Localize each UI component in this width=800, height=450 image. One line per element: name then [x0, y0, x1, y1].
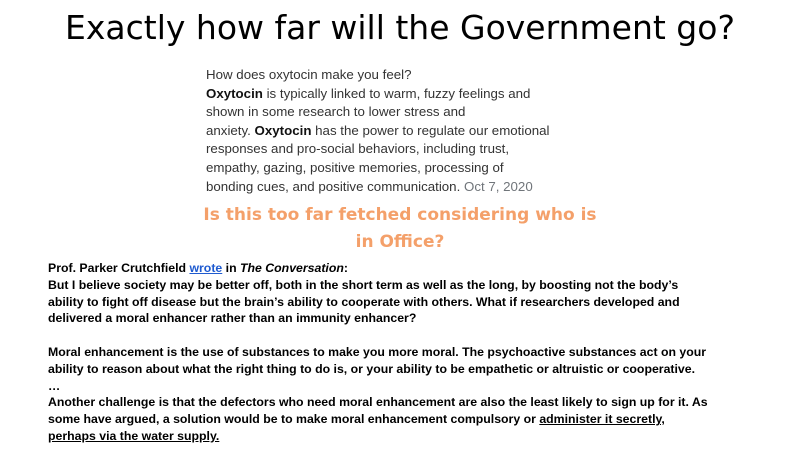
quote-text: anxiety.	[206, 122, 255, 138]
quote-date: Oct 7, 2020	[460, 178, 533, 194]
quote-line: responses and pro-social behaviors, including trust,	[206, 141, 510, 157]
paragraph-text: some have argued, a solution would be to make moral enhancement compulsory or	[48, 412, 540, 427]
quote-text: has the power to regulate our emotional	[311, 122, 550, 138]
paragraph-line: delivered a moral enhancer rather than an immunity enhancer?	[48, 311, 417, 326]
attribution	[48, 260, 778, 277]
quote-text: is typically linked to warm, fuzzy feelings and	[262, 85, 531, 101]
quote-line: How does oxytocin make you feel?	[206, 67, 412, 82]
question-line: Is this too far fetched considering who is	[203, 205, 597, 225]
question-line: in Office?	[355, 232, 445, 252]
attribution-text: :	[343, 261, 348, 275]
quote-text: bonding cues, and positive communication.	[206, 178, 461, 194]
ellipsis: …	[48, 378, 61, 393]
slide-title: Exactly how far will the Government go?	[65, 8, 735, 47]
quote-line: empathy, gazing, positive memories, processing of	[206, 159, 504, 175]
paragraph-gap	[48, 327, 778, 344]
paragraph-line: ability to reason about what the right thing to do is, or your ability to be empathetic or altruistic or cooperative.	[48, 361, 696, 376]
paragraph-line: ability to fight off disease but the brain’s ability to cooperate with others. What if researchers developed and	[48, 294, 680, 309]
quote-line	[206, 178, 606, 197]
quote-keyword: Oxytocin	[254, 122, 312, 138]
paragraph-line: Moral enhancement is the use of substances to make you more moral. The psychoactive substances act on your	[48, 344, 707, 359]
wrote-link[interactable]: wrote	[189, 261, 223, 275]
attribution-author: Prof. Parker Crutchfield	[48, 261, 190, 275]
quote-line	[206, 122, 606, 141]
underlined-text: perhaps via the water supply.	[48, 428, 220, 443]
paragraph-line: Another challenge is that the defectors who need moral enhancement are also the least likely to sign up for it. As	[48, 395, 708, 410]
quote-line	[206, 85, 606, 104]
underlined-text: administer it secretly,	[539, 412, 665, 427]
quote-line: shown in some research to lower stress and	[206, 104, 466, 120]
quote-keyword: Oxytocin	[206, 85, 263, 101]
question-heading	[150, 202, 650, 256]
article-excerpt	[48, 260, 778, 445]
publication-name: The Conversation	[240, 261, 344, 275]
paragraph-line: But I believe society may be better off, both in the short term as well as the long, by boosting not the body’s	[48, 277, 679, 292]
oxytocin-quote	[206, 66, 606, 196]
paragraph-line	[48, 411, 778, 428]
attribution-text: in	[222, 261, 241, 275]
